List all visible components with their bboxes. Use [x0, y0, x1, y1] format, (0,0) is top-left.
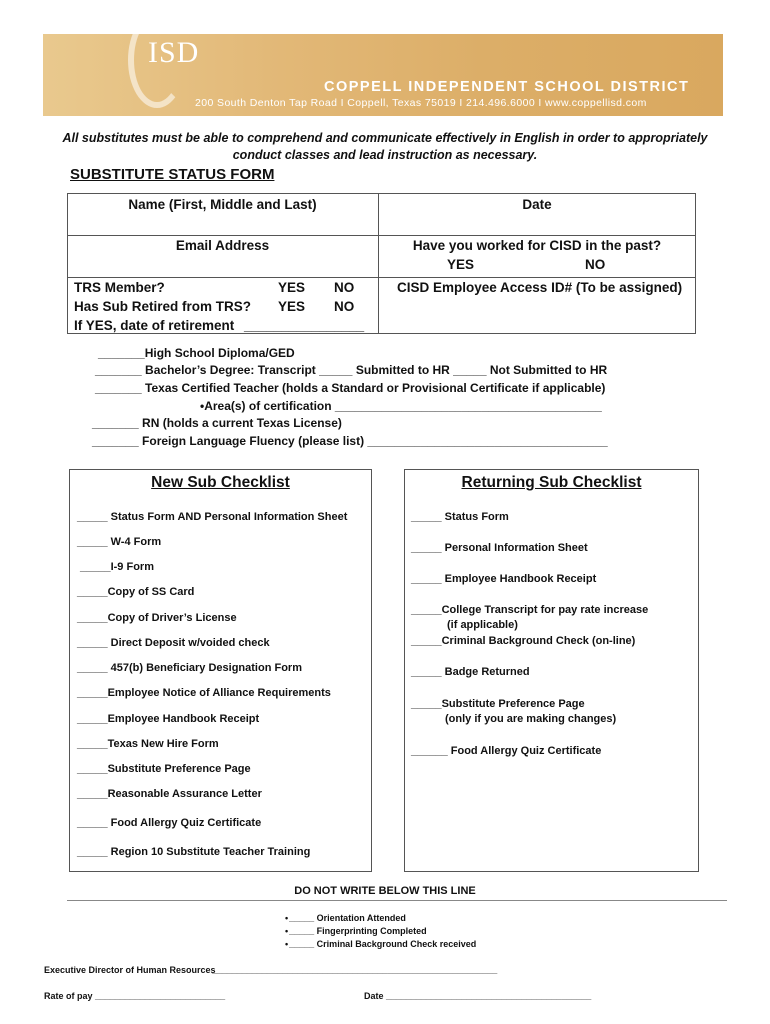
retirement-date-field[interactable]: ________________	[244, 318, 365, 333]
new-item-457b[interactable]: _____ 457(b) Beneficiary Designation Form	[77, 662, 302, 674]
access-id-label: CISD Employee Access ID# (To be assigned)	[397, 280, 683, 295]
new-item-handbook-receipt[interactable]: _____Employee Handbook Receipt	[77, 713, 260, 725]
return-item-badge-returned[interactable]: _____ Badge Returned	[411, 666, 530, 678]
new-item-region10-training[interactable]: _____ Region 10 Substitute Teacher Training	[77, 846, 311, 858]
return-item-personal-info[interactable]: _____ Personal Information Sheet	[411, 542, 588, 554]
trs-no-option[interactable]: NO	[334, 280, 355, 295]
do-not-write-label: DO NOT WRITE BELOW THIS LINE	[294, 885, 476, 897]
table-divider-row1	[67, 235, 696, 236]
return-item-transcript-note: (if applicable)	[447, 619, 518, 631]
new-item-food-allergy-quiz[interactable]: _____ Food Allergy Quiz Certificate	[77, 817, 262, 829]
table-divider-vertical	[378, 193, 379, 334]
return-item-status-form[interactable]: _____ Status Form	[411, 511, 509, 523]
worked-no-option[interactable]: NO	[585, 257, 606, 272]
qualification-cert-area[interactable]: •Area(s) of certification ________________________________________	[200, 399, 602, 413]
new-item-new-hire-form[interactable]: _____Texas New Hire Form	[77, 738, 219, 750]
rate-of-pay-field[interactable]: __________________________	[95, 991, 226, 1001]
trs-yes-option[interactable]: YES	[278, 280, 306, 295]
director-signature-field[interactable]: _________________________________________________________	[212, 965, 498, 975]
new-item-alliance-notice[interactable]: _____Employee Notice of Alliance Requirements	[77, 687, 331, 699]
return-item-food-allergy-quiz[interactable]: ______ Food Allergy Quiz Certificate	[411, 745, 602, 757]
trs-member-label: TRS Member?	[74, 280, 165, 295]
office-date-field[interactable]: _________________________________________	[386, 991, 592, 1001]
retired-trs-label: Has Sub Retired from TRS?	[74, 299, 252, 314]
returning-sub-checklist-title: Returning Sub Checklist	[461, 474, 642, 491]
new-item-ss-card[interactable]: _____Copy of SS Card	[77, 586, 195, 598]
district-address: 200 South Denton Tap Road I Coppell, Texas 75019 I 214.496.6000 I www.coppellisd.com	[195, 97, 647, 109]
district-logo-text: ISD	[148, 36, 200, 69]
district-name: COPPELL INDEPENDENT SCHOOL DISTRICT	[324, 79, 690, 95]
new-sub-checklist-title: New Sub Checklist	[151, 474, 290, 491]
return-item-preference-page[interactable]: _____Substitute Preference Page	[411, 698, 585, 710]
office-fingerprinting[interactable]: • _____ Fingerprinting Completed	[285, 926, 427, 936]
new-item-i9[interactable]: _____I-9 Form	[80, 561, 154, 573]
new-item-w4[interactable]: _____ W-4 Form	[77, 536, 162, 548]
retired-no-option[interactable]: NO	[334, 299, 355, 314]
office-orientation-attended[interactable]: • _____ Orientation Attended	[285, 913, 406, 923]
qualification-diploma[interactable]: _______High School Diploma/GED	[98, 346, 295, 360]
intro-statement: All substitutes must be able to comprehend and communicate effectively in English in order to appropriately conduct classes and lead instruction as necessary.	[62, 131, 708, 162]
retired-yes-option[interactable]: YES	[278, 299, 306, 314]
new-item-preference-page[interactable]: _____Substitute Preference Page	[77, 763, 251, 775]
return-item-background-check[interactable]: _____Criminal Background Check (on-line)	[411, 635, 636, 647]
office-date-label: Date	[364, 991, 384, 1001]
worked-yes-option[interactable]: YES	[447, 257, 475, 272]
do-not-write-line	[67, 900, 727, 901]
retirement-date-label: If YES, date of retirement	[74, 318, 235, 333]
email-label: Email Address	[175, 238, 270, 253]
form-title: SUBSTITUTE STATUS FORM	[70, 166, 275, 183]
qualification-rn[interactable]: _______ RN (holds a current Texas License)	[92, 416, 342, 430]
new-item-direct-deposit[interactable]: _____ Direct Deposit w/voided check	[77, 637, 270, 649]
date-label: Date	[522, 197, 552, 212]
return-item-preference-note: (only if you are making changes)	[445, 713, 617, 725]
return-item-college-transcript[interactable]: _____College Transcript for pay rate increase	[411, 604, 649, 616]
name-label: Name (First, Middle and Last)	[128, 197, 317, 212]
office-background-check[interactable]: • _____ Criminal Background Check received	[285, 939, 476, 949]
new-item-assurance-letter[interactable]: _____Reasonable Assurance Letter	[77, 788, 262, 800]
qualification-certified-teacher[interactable]: _______ Texas Certified Teacher (holds a Standard or Provisional Certificate if applicable)	[95, 381, 606, 395]
worked-cisd-label: Have you worked for CISD in the past?	[412, 238, 662, 253]
rate-of-pay-label: Rate of pay	[44, 991, 93, 1001]
new-item-drivers-license[interactable]: _____Copy of Driver’s License	[77, 612, 237, 624]
table-divider-row2	[67, 277, 696, 278]
qualification-language[interactable]: _______ Foreign Language Fluency (please list) ____________________________________	[92, 434, 608, 448]
director-signature-label: Executive Director of Human Resources	[44, 965, 216, 975]
qualification-bachelors[interactable]: _______ Bachelor’s Degree: Transcript _____ Submitted to HR _____ Not Submitted to HR	[95, 363, 608, 377]
return-item-handbook-receipt[interactable]: _____ Employee Handbook Receipt	[411, 573, 597, 585]
new-item-status-form[interactable]: _____ Status Form AND Personal Information Sheet	[77, 511, 348, 523]
